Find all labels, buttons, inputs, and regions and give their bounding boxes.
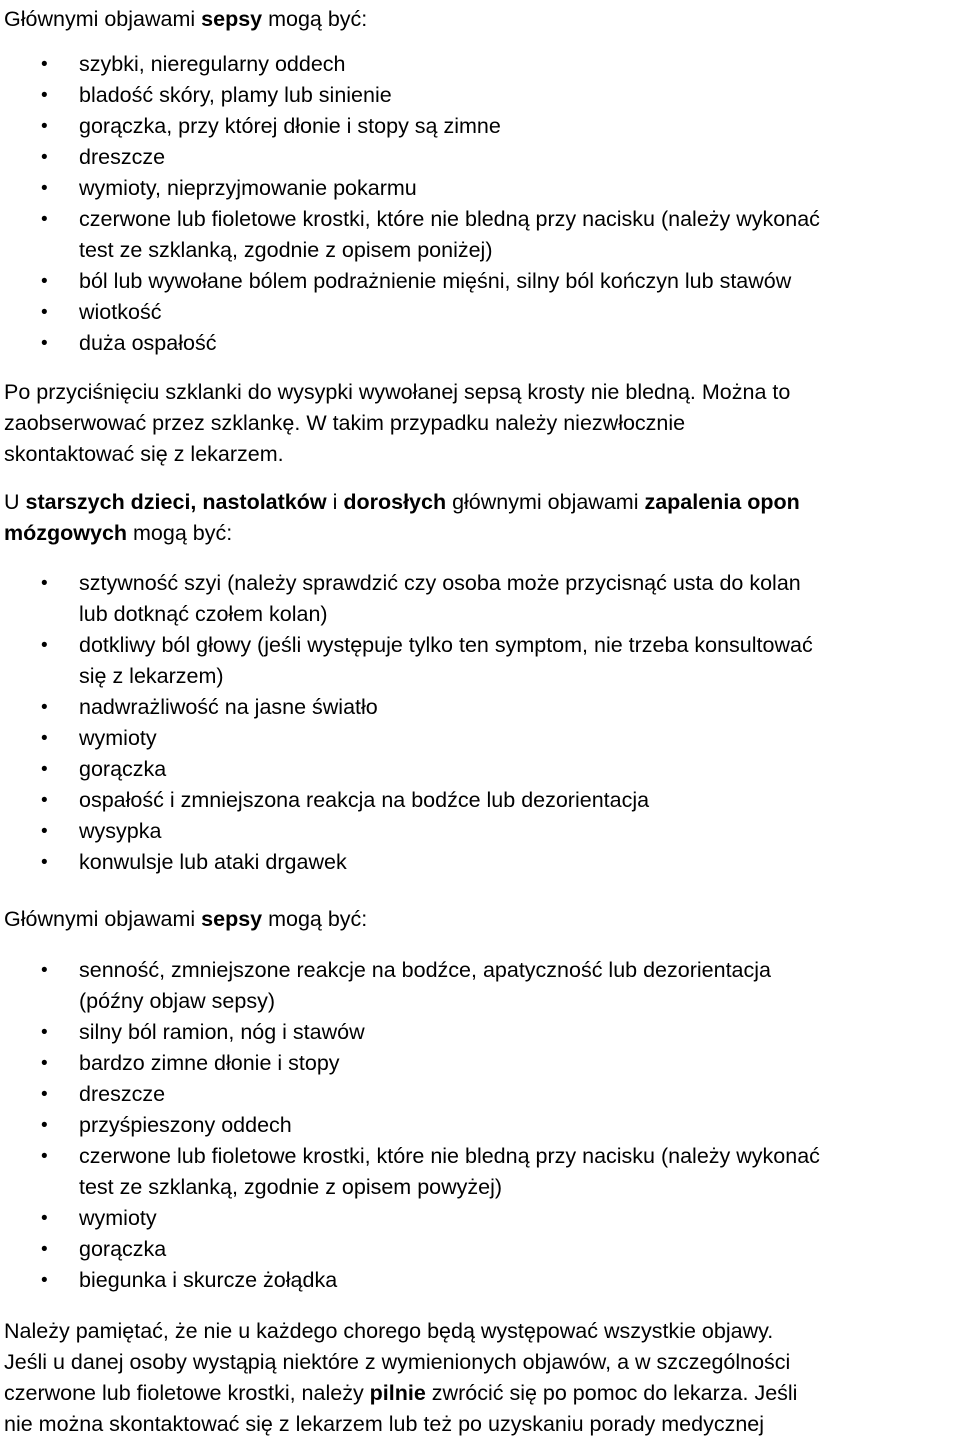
bullet-icon: • [41,1239,48,1260]
heading-line [4,487,960,518]
bullet-icon: • [41,1208,48,1229]
list-item [0,297,960,328]
list-item [0,630,960,692]
list-item [0,1203,960,1234]
heading-text: głównymi objawami [446,490,645,514]
list-item-text: się z lekarzem) [79,664,224,688]
paragraph-line: Po przyciśnięciu szklanki do wysypki wywołanej sepsą krosty nie bledną. Można to [4,380,791,404]
sepsis-symptoms-list [0,49,960,359]
list-item [0,173,960,204]
paragraph-line: zaobserwować przez szklankę. W takim przypadku należy niezwłocznie [4,411,686,435]
paragraph-line [4,1378,960,1409]
heading-text: mogą być: [262,7,368,31]
bullet-icon: • [41,790,48,811]
glass-test-paragraph [4,377,960,470]
list-item [0,266,960,297]
list-item [0,1265,960,1296]
bullet-icon: • [41,573,48,594]
list-item-text: wymioty [79,1206,157,1230]
list-item [0,1234,960,1265]
bullet-icon: • [41,1270,48,1291]
bullet-icon: • [41,209,48,230]
list-item-text: gorączka [79,757,167,781]
list-item [0,1079,960,1110]
list-item [0,785,960,816]
emphasis-urgent: pilnie [369,1381,426,1405]
bullet-icon: • [41,178,48,199]
list-item [0,816,960,847]
list-item [0,142,960,173]
list-item [0,49,960,80]
bullet-icon: • [41,1053,48,1074]
list-item [0,111,960,142]
list-item-text: konwulsje lub ataki drgawek [79,850,347,874]
bullet-icon: • [41,821,48,842]
list-item-text: dreszcze [79,1082,166,1106]
list-item-text: wysypka [79,819,162,843]
list-item-text: dotkliwy ból głowy (jeśli występuje tylko ten symptom, nie trzeba konsultować [79,633,813,657]
bullet-icon: • [41,54,48,75]
list-item-text: gorączka, przy której dłonie i stopy są zimne [79,114,501,138]
bullet-icon: • [41,85,48,106]
bullet-icon: • [41,635,48,656]
heading-bold-term: sepsy [201,7,263,31]
list-item-text: dreszcze [79,145,166,169]
bullet-icon: • [41,697,48,718]
bullet-icon: • [41,1022,48,1043]
bullet-icon: • [41,1146,48,1167]
paragraph-line: skontaktować się z lekarzem. [4,442,284,466]
list-item-text: duża ospałość [79,331,217,355]
bullet-icon: • [41,302,48,323]
closing-paragraph [4,1316,960,1440]
list-item [0,568,960,630]
list-item-text: czerwone lub fioletowe krostki, które nie bledną przy nacisku (należy wykonać [79,207,820,231]
list-item [0,847,960,878]
bullet-icon: • [41,852,48,873]
paragraph-line: Należy pamiętać, że nie u każdego chorego będą występować wszystkie objawy. [4,1319,774,1343]
list-item [0,955,960,1017]
list-item-text: senność, zmniejszone reakcje na bodźce, apatyczność lub dezorientacja [79,958,771,982]
bullet-icon: • [41,728,48,749]
heading-text: Głównymi objawami [4,7,202,31]
list-item-text: lub dotknąć czołem kolan) [79,602,328,626]
sepsis-symptoms-list-2 [0,955,960,1296]
bullet-icon: • [41,271,48,292]
paragraph-line: Jeśli u danej osoby wystąpią niektóre z wymienionych objawów, a w szczególności [4,1350,791,1374]
sepsis-symptoms-heading-2 [4,904,960,935]
heading-text: mogą być: [262,907,368,931]
list-item [0,692,960,723]
list-item-text: wymioty [79,726,157,750]
list-item-text: szybki, nieregularny oddech [79,52,346,76]
list-item [0,80,960,111]
heading-text: i [326,490,344,514]
list-item-text: nadwrażliwość na jasne światło [79,695,378,719]
list-item [0,1110,960,1141]
heading-bold-term: zapalenia opon [644,490,800,514]
list-item-text: wymioty, nieprzyjmowanie pokarmu [79,176,417,200]
paragraph-text: zwrócić się po pomoc do lekarza. Jeśli [425,1381,798,1405]
list-item [0,723,960,754]
list-item-text: bladość skóry, plamy lub sinienie [79,83,392,107]
bullet-icon: • [41,759,48,780]
list-item-text: wiotkość [79,300,162,324]
meningitis-symptoms-list [0,568,960,878]
list-item-text: sztywność szyi (należy sprawdzić czy osoba może przycisnąć usta do kolan [79,571,801,595]
list-item-text: bardzo zimne dłonie i stopy [79,1051,340,1075]
list-item [0,328,960,359]
heading-bold-term: sepsy [201,907,263,931]
meningitis-symptoms-heading [4,487,960,549]
list-item [0,204,960,266]
heading-text: U [4,490,26,514]
list-item [0,1141,960,1203]
list-item-text: test ze szklanką, zgodnie z opisem poniżej) [79,238,493,262]
paragraph-text: czerwone lub fioletowe krostki, należy [4,1381,370,1405]
list-item-text: ospałość i zmniejszona reakcja na bodźce lub dezorientacja [79,788,650,812]
list-item-text: test ze szklanką, zgodnie z opisem powyżej) [79,1175,503,1199]
list-item-text: czerwone lub fioletowe krostki, które nie bledną przy nacisku (należy wykonać [79,1144,820,1168]
list-item-text: (późny objaw sepsy) [79,989,275,1013]
heading-text: Głównymi objawami [4,907,202,931]
heading-bold-term: starszych dzieci, nastolatków [25,490,327,514]
list-item-text: silny ból ramion, nóg i stawów [79,1020,365,1044]
list-item [0,1048,960,1079]
list-item [0,754,960,785]
list-item-text: gorączka [79,1237,167,1261]
list-item-text: ból lub wywołane bólem podrażnienie mięśni, silny ból kończyn lub stawów [79,269,792,293]
bullet-icon: • [41,333,48,354]
heading-bold-term: mózgowych [4,521,128,545]
heading-bold-term: dorosłych [343,490,447,514]
heading-text: mogą być: [127,521,233,545]
bullet-icon: • [41,960,48,981]
heading-line [4,518,960,549]
bullet-icon: • [41,147,48,168]
bullet-icon: • [41,116,48,137]
list-item [0,1017,960,1048]
paragraph-line: nie można skontaktować się z lekarzem lub też po uzyskaniu porady medycznej [4,1412,765,1436]
bullet-icon: • [41,1084,48,1105]
sepsis-symptoms-heading [4,4,960,35]
list-item-text: przyśpieszony oddech [79,1113,292,1137]
bullet-icon: • [41,1115,48,1136]
list-item-text: biegunka i skurcze żołądka [79,1268,338,1292]
